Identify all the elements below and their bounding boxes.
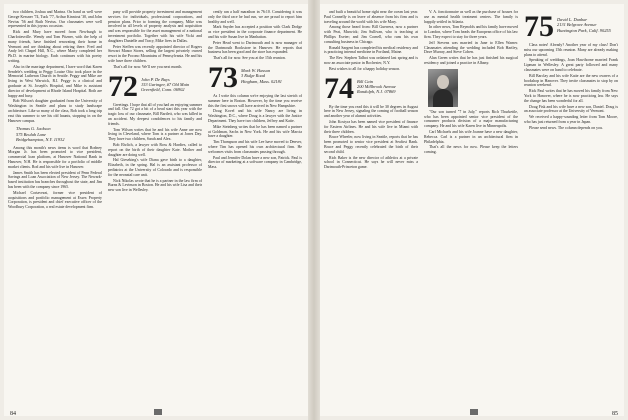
secretary-city: Huntington Park, Calif. 90255 — [557, 27, 611, 33]
paragraph: Alan Green writes that he has just finished his surgical residency and joined a practice in Albany. — [424, 56, 518, 65]
signature-street: 575 Beulah Lane — [16, 131, 46, 137]
secretary-name: David L. Dunbar — [557, 17, 588, 22]
left-col1-paragraphs-after — [8, 146, 102, 210]
secretary-city: Hingham, Mass. 02181 — [241, 78, 282, 84]
class-secretary-address — [141, 74, 189, 93]
secretary-name: Mark W. Hasson — [241, 67, 271, 73]
class-header — [324, 71, 418, 105]
paragraph: "Our son turned "7 in July," reports Rich Thurkettle, who has been appointed senior vice president of the consumer products division of a major manufacturing company. He and his wife Karen live in Minneapolis. — [424, 109, 518, 129]
paragraph: Nick Nikolas wrote that he is a partner in the law firm of Burns & Levinson in Boston. He and his wife Lisa and their new son live in Wellesley. — [108, 178, 202, 193]
secretary-name: John P. De Buys — [141, 76, 170, 82]
paragraph: Rick Paul writes that he has moved his family from New York to Hanover, where he is now practicing law. He says the change has been wonderful for all. — [524, 89, 618, 103]
paragraph: Ronald Sargent has completed his medical residency and is practicing internal medicine in Portland, Maine. — [324, 45, 418, 55]
paragraph: Peter Steffen was recently appointed director of Rogers Stewart Manor Stores, selling the largest privately owned resort in the Pocono Mountains of Pennsylvania. He and his wife have three children. — [108, 44, 202, 63]
page-number: 84 — [10, 411, 16, 417]
paragraph: Hal Gieseking's wife Diana gave birth to a daughter, Elizabeth, in the spring. Hal is an assistant professor of pediatrics at the University of Colorado and is responsible for the neonatal care unit. — [108, 158, 202, 177]
paragraph: Paul and Jennifer Dolan have a new son, Patrick. Paul is director of marketing at a software company in Cambridge, Mass. — [208, 155, 302, 170]
paragraph: Bob Wilson's daughter graduated from the University of Washington in Seattle and plans to study landscape architecture. Like so many of the class, Bob took a long trip east this summer to see his old haunts, stopping in on the Hanover campus. — [8, 99, 102, 123]
paragraph: By the time you read this it will be 30 degrees in August here in New Jersey, signaling the coming of football season and another year of alumni activities. — [324, 104, 418, 119]
paragraph: As I write this column we're enjoying the last stretch of summer here in Boston. However, by the time you receive this the first snows will have arrived in New Hampshire. — [208, 93, 302, 108]
paragraph: Rich Baker is the new director of athletics at a private school in Connecticut. He says he will never miss a Dartmouth-Princeton game. — [324, 155, 418, 170]
portrait-head — [437, 75, 449, 89]
class-header — [208, 60, 302, 94]
paragraph: Doug Fisk and his wife have a new son, Daniel. Doug is an associate professor at the University of Vermont. — [524, 104, 618, 114]
paragraph: That's all for now. We'll see you next month. — [113, 64, 183, 69]
paragraph: Among this month's news items is word that Rodney Morgan Jr. has been promoted to vice president, commercial loan platform, at Hanover National Bank in Hanover, N.H. He is responsible for a portfolio of middle market clients. Rod and his wife live in Hanover. — [8, 145, 102, 169]
class-secretary-address — [241, 65, 282, 84]
paragraph: V. A. fonctionnaire as well as the purchase of houses for use as mental health treatment centers. The family is happily settled in Atlanta. — [424, 10, 518, 24]
secretary-street: 2131 Belgrave Avenue — [557, 22, 597, 28]
class-year-number: 74 — [324, 71, 354, 105]
paragraph: cently ran a half marathon in 76:10. Considering it was only the third race he had run, we are proud to report him healthy and well. — [208, 10, 302, 24]
printer-mark-icon — [470, 409, 478, 415]
paragraph: Tim Thompson and his wife Lee have moved to Denver, where Tim has opened his own architectural firm. He welcomes visits from classmates passing through. — [208, 140, 302, 154]
secretary-street: 3 Ridge Road — [241, 73, 265, 79]
paragraph: In other news, Tom Reynolds and his family have moved to London, where Tom heads the European office of his law firm. They expect to stay for three years. — [424, 25, 518, 39]
paragraph: The Rev. Stephen Talbot was ordained last spring and is now an associate pastor in Rochester, N.Y. — [324, 56, 418, 65]
paragraph: and built a beautiful home right near the ocean last year. Paul Connelly is on leave of absence from his firm and is traveling around the world with his wife Mary. — [324, 10, 418, 24]
page-number: 85 — [612, 411, 618, 417]
class-secretary-signature — [16, 126, 102, 142]
printer-mark-icon — [154, 409, 162, 415]
paragraph: two children, Joshua and Marina. On hand as well were George Kessner '74, Tuck '77, Arthur Kinnicut '30, and John Nevius '56 and Ruth Nevius. Our classmates were well represented in this joyous occasion. — [8, 10, 102, 29]
left-col-3 — [208, 10, 302, 402]
paragraph: James Smith has been elected president of Penn Federal Savings and Loan Association of New Jersey. The Newark-based institution has branches throughout the state, and Jim has been with the company since 1965. — [8, 170, 102, 189]
left-col-1 — [8, 10, 102, 402]
paragraph: pany will provide property investment and management services for individuals, professional corporations, and pension plans. Prior to forming the company, Mike was involved in all levels of property analysis and acquisition and was responsible for the asset management of a national investment portfolio. Together with his wife Vicki and daughters Danielle and Tracy, Mike lives in Dallas. — [108, 10, 202, 43]
paragraph: Mike Steinberg writes that he has been named a partner at Goldman, Sachs in New York. He and his wife Marcia have a daughter. — [208, 124, 302, 139]
paragraph: Mark Snyder has accepted a position with Clark Dodge as vice president in the corporate finance department. He and his wife Susan live in Manhattan. — [208, 25, 302, 39]
signature-city: Bridgehampton, N.Y. 11932 — [16, 137, 65, 143]
portrait-body — [433, 89, 453, 107]
paragraph: John Kostyra has been named vice president of finance for Eastern Airlines. He and his wife live in Miami with their three children. — [324, 119, 418, 134]
paragraph: That's all for now. See you at the 15th reunion. — [213, 56, 286, 61]
paragraph: Peter Head went to Dartmouth and is now manager of the Dartmouth Bookstore in Hanover. He reports that business has been good and the store has expanded. — [208, 40, 302, 55]
right-col-3 — [524, 10, 618, 402]
paragraph: Also in the marriage department, I have word that Karen Sendele's wedding to Peggy Louise Otto took place in the Memorial Lutheran Church in Seattle. Peggy and Mike are living in West Warwick, R.I. Peggy is a clinical and graduate at St. Joseph's Hospital, and Mike is assistant director of development at Rhode Island Hospital. Both are happy and busy. — [8, 64, 102, 98]
paragraph: Bruce Wheeler, now living in Seattle, reports that he has been promoted to senior vice president at Seafirst Bank. Bruce and Peggy recently celebrated the birth of their second child. — [324, 135, 418, 154]
right-col-2 — [424, 10, 518, 402]
left-page — [4, 4, 308, 416]
paragraph: Jeff Stevens was married in June to Ellen Warner. Classmates attending the wedding included Bob Hartley, Dave Murray, and Steve Cohen. — [424, 40, 518, 55]
paragraph: Class notes! Already? Another year of my class! Don't miss our upcoming 15th reunion. Many are already making plans to attend. — [524, 43, 618, 57]
paragraph: Rick and Mary have moved from Newburgh to Charlottesville. Wendy and Tom Pitzner, with the help of many friends, have finished renovating their home in Vermont and are thinking about retiring there. Fred and Andy left Chapel Hill, N.C., where Marty completed her Ph.D. in marine biology. Each continues with his poetry writing. — [8, 30, 102, 63]
secretary-street: 200 Millbrook Avenue — [357, 83, 396, 89]
secretary-city: Randolph, N.J. 07869 — [357, 89, 396, 95]
class-year-number: 75 — [524, 10, 554, 43]
paragraph: Tom Wilson writes that he and his wife Anne are now living in Cleveland, where Tom is a partner at Jones Day. They have two children, Sarah and Alex. — [108, 127, 202, 142]
paragraph: Please send news. The column depends on you. — [529, 125, 603, 130]
class-secretary-address — [357, 76, 396, 95]
paragraph: Bill Barclay and his wife Katie are the new owners of a bookshop in Hanover. They invite classmates to stop by on reunion weekend. — [524, 73, 618, 88]
paragraph: Speaking of weddings, Joan Hawthorne married Frank Lipman in Wellesley. A great party followed and many classmates were on hand to celebrate. — [524, 58, 618, 72]
paragraph: Bob Ehrlich, a lawyer with Ross & Hardies, called to report on the birth of their daughter Kate. Mother and daughter are doing well. — [108, 142, 202, 157]
left-col1-paragraphs — [8, 10, 102, 123]
class-header — [108, 69, 202, 103]
classmate-portrait-photo — [428, 69, 458, 107]
page-gutter — [308, 0, 320, 420]
signature-name: Thomas G. Jackson — [16, 126, 51, 132]
paragraph: Michael Cortavezzi, former vice president of acquisitions and portfolio management at Essex Property Corporation, is president and chief executive officer of the Woodbury Corporation, a real estate development firm. — [8, 190, 102, 210]
paragraph: Greetings. I hope that all of you had an enjoying summer and fall. Our 72 got a bit of a head start this year with the tragic loss of our classmate, Bill Bartlett, who was killed in an accident. My deepest condolences to his family and friends. — [108, 102, 202, 126]
class-header — [524, 10, 618, 43]
secretary-name: Bill Cain — [357, 78, 373, 84]
paragraph: Doug Kovel and his wife Nancy are living in Washington, D.C., where Doug is a lawyer with the Justice Department. They have two children, Jeffrey and Katie. — [208, 109, 302, 123]
right-page — [320, 4, 624, 416]
class-secretary-address — [557, 14, 611, 33]
class-year-number: 73 — [208, 60, 238, 94]
right-col-1 — [324, 10, 418, 402]
secretary-street: 153 Garinger, #7 Old Main — [141, 81, 190, 87]
paragraph: Best wishes to all for a happy holiday season. — [329, 66, 400, 71]
paragraph: Among those heard from: Bill Guerrera, now a partner with Peat, Marwick; Jim Sullivan, who is teaching at Phillips Exeter; and Jim Cornell, who runs his own consulting business in Chicago. — [324, 25, 418, 44]
paragraph: Carl Michaels and his wife Joanne have a new daughter, Rebecca. Carl is a partner in an architectural firm in Philadelphia. — [424, 129, 518, 144]
left-col-2 — [108, 10, 202, 402]
paragraph: That's all the news for now. Please keep the letters coming. — [424, 145, 518, 155]
class-year-number: 72 — [108, 69, 138, 103]
paragraph: We received a happy-sounding letter from Tom Moore, who has just returned from a year in Japan. — [524, 115, 618, 124]
secretary-city: Greenfield, Conn. 06902 — [141, 87, 185, 93]
